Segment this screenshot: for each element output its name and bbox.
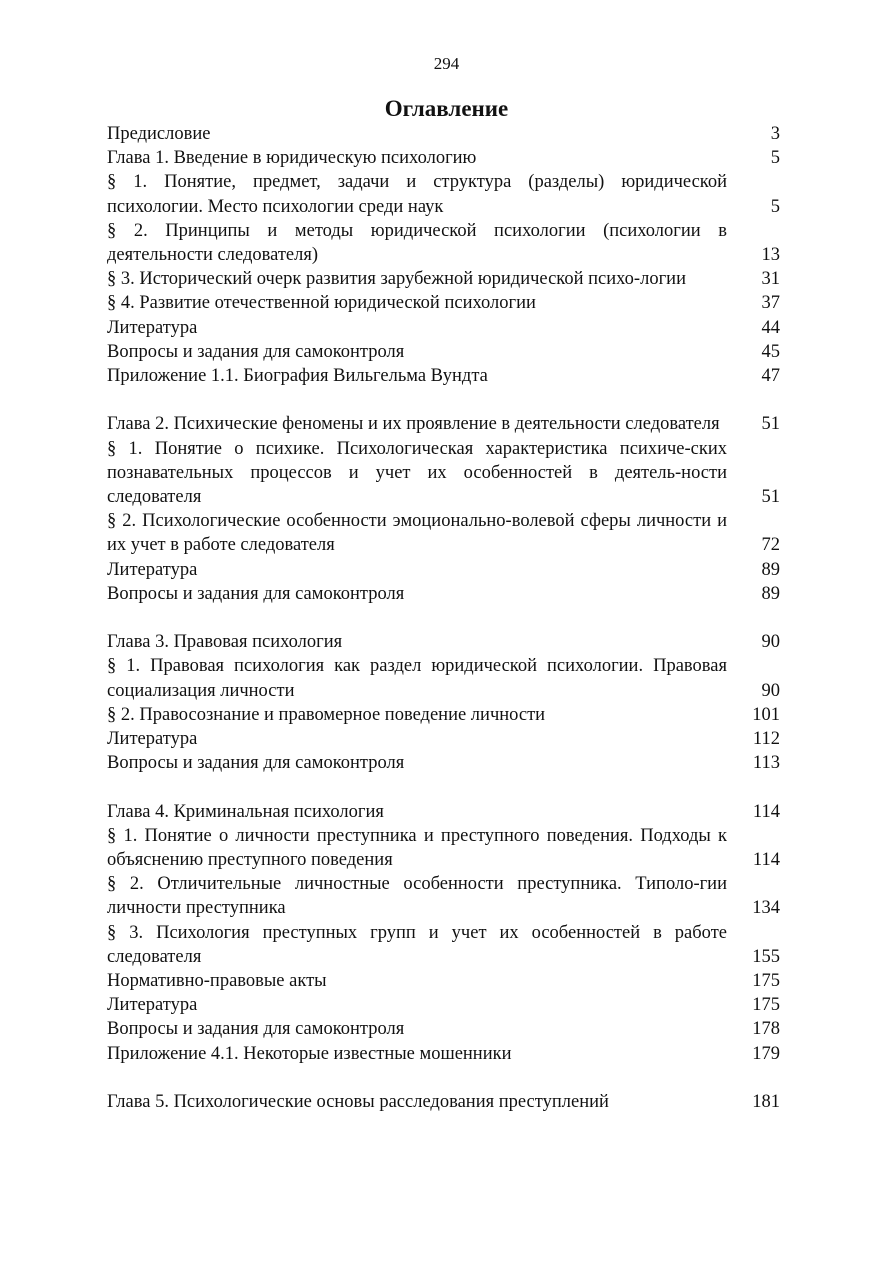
toc-entry-page: 37: [761, 293, 780, 314]
toc-entry-page: 175: [752, 971, 780, 992]
section-spacer: [107, 606, 780, 630]
toc-entry-text: § 1. Понятие о психике. Психологическая характеристика психиче-ских познавательных процессов и учет их особенностей в деятель-ности следователя: [107, 438, 727, 508]
page-number: 294: [433, 54, 460, 73]
toc-entry-page: 47: [761, 366, 780, 387]
toc-entry-page: 44: [761, 317, 780, 338]
toc-entry-text: Вопросы и задания для самоконтроля: [107, 753, 405, 774]
toc-entry-page: 134: [752, 898, 780, 919]
toc-entry-page: 45: [761, 341, 780, 362]
toc-entry: [107, 703, 780, 727]
toc-entry-text: Предисловие: [107, 124, 211, 144]
toc-entry: [107, 800, 780, 824]
toc-entry: [107, 558, 780, 582]
toc-entry: [107, 1090, 780, 1114]
toc-entry-text: Литература: [107, 317, 198, 338]
toc-entry-page: 155: [752, 946, 780, 967]
toc-entry-page: 31: [761, 269, 780, 290]
toc-entry: [107, 122, 780, 146]
section-spacer: [107, 1066, 780, 1090]
toc-entry: [107, 412, 780, 436]
toc-entry-text: Приложение 4.1. Некоторые известные мошенники: [107, 1043, 512, 1064]
toc-entry-text: Глава 1. Введение в юридическую психологию: [107, 148, 477, 169]
toc-entry: [107, 993, 780, 1017]
toc-entry: [107, 1017, 780, 1041]
toc-entry-text: Литература: [107, 559, 198, 580]
toc-entry-page: 90: [761, 680, 780, 701]
toc-entry-page: 178: [752, 1019, 780, 1040]
toc-entry-page: 5: [770, 196, 780, 217]
toc-entry-page: 89: [761, 583, 780, 604]
toc-entry-text: Вопросы и задания для самоконтроля: [107, 1019, 405, 1040]
toc-entry: [107, 969, 780, 993]
toc-entry-text: § 1. Понятие о личности преступника и преступного поведения. Подходы к объяснению преступного поведения: [107, 825, 727, 871]
toc-entry-text: § 3. Исторический очерк развития зарубежной юридической психо-логии: [107, 269, 686, 290]
toc-entry: [107, 582, 780, 606]
toc-entry: [107, 921, 780, 969]
toc-entry-page: 114: [752, 850, 780, 871]
toc-entry-page: 13: [761, 245, 780, 266]
toc-entry-text: Глава 2. Психические феномены и их проявление в деятельности следователя: [107, 414, 720, 435]
toc-entry-page: 90: [761, 632, 780, 653]
toc-entry-text: Литература: [107, 729, 198, 750]
toc-entry-page: 89: [761, 559, 780, 580]
toc-entry-text: Глава 5. Психологические основы расследования преступлений: [107, 1092, 609, 1113]
toc-entry-page: 5: [770, 148, 780, 169]
toc-entry-page: 101: [752, 704, 780, 725]
toc-entry-page: 114: [752, 801, 780, 822]
toc-entry-text: § 1. Правовая психология как раздел юридической психологии. Правовая социализация личности: [107, 656, 727, 701]
toc-entry-text: § 2. Правосознание и правомерное поведение личности: [107, 704, 546, 725]
toc-entry-page: 51: [761, 414, 780, 435]
toc-entry-text: Глава 4. Криминальная психология: [107, 801, 384, 822]
toc-entry-text: Вопросы и задания для самоконтроля: [107, 341, 405, 362]
toc-entry: [107, 654, 780, 702]
toc-entry: [107, 509, 780, 557]
toc-entry: [107, 872, 780, 920]
toc-entry-text: § 2. Психологические особенности эмоционально-волевой сферы личности и их учет в работе следователя: [107, 511, 727, 556]
toc-entry: [107, 146, 780, 170]
toc-entry-page: 112: [752, 729, 780, 750]
toc-entry-text: § 3. Психология преступных групп и учет их особенностей в работе следователя: [107, 922, 727, 967]
toc-entry: [107, 364, 780, 388]
toc-entry: [107, 267, 780, 291]
toc-entry-text: Нормативно-правовые акты: [107, 971, 327, 992]
toc-entry-page: 72: [761, 535, 780, 556]
toc-entry: [107, 1042, 780, 1066]
page-title: Оглавление: [384, 96, 509, 121]
toc-entry-text: § 2. Принципы и методы юридической психологии (психологии в деятельности следователя): [107, 220, 727, 266]
toc-entry-page: 181: [752, 1092, 780, 1113]
toc-entry-page: 113: [752, 753, 780, 774]
toc-entry-page: 175: [752, 995, 780, 1016]
toc-entry: [107, 727, 780, 751]
section-spacer: [107, 388, 780, 412]
toc-entry-text: Приложение 1.1. Биография Вильгельма Вундта: [107, 366, 488, 387]
toc-entry: [107, 219, 780, 267]
toc-entry: [107, 630, 780, 654]
toc-entry: [107, 437, 780, 510]
toc-entry: [107, 291, 780, 315]
toc-entry-page: 179: [752, 1043, 780, 1064]
toc-entry: [107, 170, 780, 218]
table-of-contents: [107, 122, 780, 1114]
toc-entry-text: Вопросы и задания для самоконтроля: [107, 583, 405, 604]
toc-entry-text: Глава 3. Правовая психология: [107, 632, 343, 653]
toc-entry-page: 51: [761, 487, 780, 508]
toc-entry-page: 3: [770, 124, 780, 144]
section-spacer: [107, 775, 780, 799]
toc-entry-text: § 2. Отличительные личностные особенности преступника. Типоло-гии личности преступника: [107, 874, 727, 919]
toc-entry-text: § 1. Понятие, предмет, задачи и структура (разделы) юридической психологии. Место психологии среди наук: [107, 172, 727, 217]
toc-entry: [107, 316, 780, 340]
toc-entry: [107, 751, 780, 775]
toc-entry: [107, 340, 780, 364]
toc-entry: [107, 824, 780, 872]
toc-entry-text: § 4. Развитие отечественной юридической психологии: [107, 293, 536, 314]
toc-entry-text: Литература: [107, 995, 198, 1016]
